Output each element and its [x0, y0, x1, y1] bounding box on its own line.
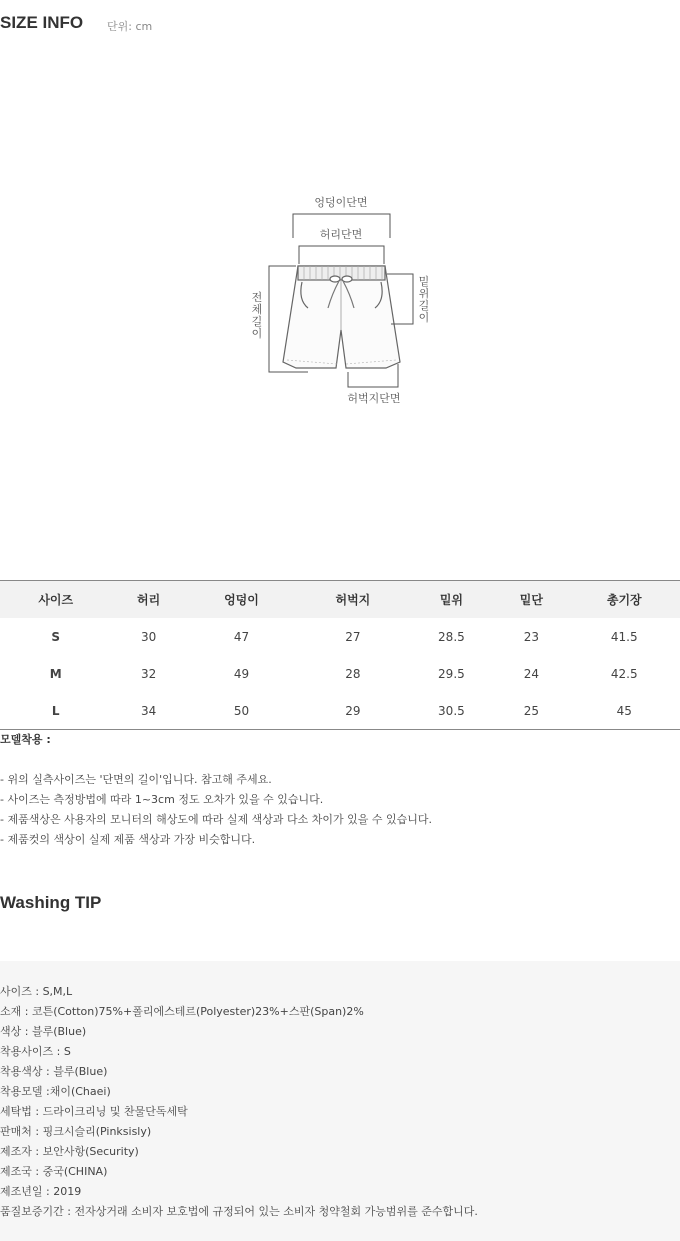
info-line: 품질보증기간 : 전자상거래 소비자 보호법에 규정되어 있는 소비자 청약철회 가능범위를 준수합니다. — [0, 1205, 478, 1218]
note-line: - 위의 실측사이즈는 '단면의 길이'입니다. 참고해 주세요. — [0, 773, 272, 786]
col-header-thigh: 허벅지 — [297, 581, 408, 619]
table-row — [0, 692, 680, 730]
shorts-size-diagram — [240, 190, 440, 410]
info-line: 사이즈 : S,M,L — [0, 985, 73, 998]
table-cell: 25 — [523, 703, 539, 718]
info-line: 제조년일 : 2019 — [0, 1185, 82, 1198]
table-cell: M — [49, 666, 62, 681]
shorts-outline — [283, 266, 400, 368]
info-line: 세탁법 : 드라이크리닝 및 찬물단독세탁 — [0, 1105, 188, 1118]
table-cell: 29.5 — [438, 666, 465, 681]
hip-label: 엉덩이단면 — [314, 196, 368, 209]
shorts-diagram-svg — [240, 190, 440, 410]
table-cell: 24 — [523, 666, 539, 681]
table-cell: 28.5 — [438, 629, 465, 644]
table-cell: 30 — [140, 629, 157, 644]
total-length-label: 전체길이 — [251, 291, 263, 340]
info-line: 착용색상 : 블루(Blue) — [0, 1065, 108, 1078]
table-cell: 30.5 — [438, 703, 465, 718]
thigh-label: 허벅지단면 — [347, 392, 401, 405]
table-cell: 29 — [345, 703, 361, 718]
col-header-waist: 허리 — [111, 581, 185, 619]
table-cell: 28 — [345, 666, 361, 681]
table-cell: 34 — [140, 703, 157, 718]
rise-label: 밑위길이 — [418, 275, 430, 324]
table-cell: 23 — [523, 629, 539, 644]
size-table — [0, 580, 680, 730]
info-line: 제조국 : 중국(CHINA) — [0, 1165, 108, 1178]
washing-tip-title: Washing TIP — [0, 893, 102, 912]
info-line: 착용사이즈 : S — [0, 1045, 71, 1058]
info-line: 판매처 : 핑크시슬리(Pinksisly) — [0, 1125, 152, 1138]
note-line: - 제품컷의 색상이 실제 제품 색상과 가장 비슷합니다. — [0, 833, 256, 846]
col-header-hip: 엉덩이 — [186, 581, 297, 619]
table-row — [0, 618, 680, 655]
table-cell: 45 — [616, 703, 632, 718]
waist-label: 허리단면 — [319, 228, 363, 241]
table-cell: 27 — [345, 629, 361, 644]
table-cell: 32 — [140, 666, 157, 681]
model-wear-label: 모델착용 : — [0, 733, 51, 746]
table-row — [0, 655, 680, 692]
table-cell: 49 — [233, 666, 250, 681]
product-info-box — [0, 961, 680, 1241]
table-cell: 47 — [233, 629, 250, 644]
col-header-total-length: 총기장 — [569, 581, 680, 619]
info-line: 제조자 : 보안사항(Security) — [0, 1145, 139, 1158]
size-table-header-row — [0, 581, 680, 619]
info-line: 착용모델 :채이(Chaei) — [0, 1085, 111, 1098]
col-header-size: 사이즈 — [0, 581, 111, 619]
note-line: - 사이즈는 측정방법에 따라 1~3cm 정도 오차가 있을 수 있습니다. — [0, 793, 324, 806]
waist-measure-line — [299, 246, 384, 264]
table-cell: 41.5 — [610, 629, 638, 644]
table-cell: S — [51, 629, 61, 644]
info-line: 색상 : 블루(Blue) — [0, 1025, 87, 1038]
info-line: 소재 : 코튼(Cotton)75%+폴리에스테르(Polyester)23%+스판(Span)2% — [0, 1005, 364, 1018]
col-header-hem: 밑단 — [494, 581, 568, 619]
table-cell: L — [51, 703, 60, 718]
size-info-title: SIZE INFO — [0, 13, 84, 32]
table-cell: 42.5 — [610, 666, 638, 681]
col-header-rise: 밑위 — [409, 581, 495, 619]
unit-label: 단위: cm — [107, 20, 153, 33]
note-line: - 제품색상은 사용자의 모니터의 해상도에 따라 실제 색상과 다소 차이가 있을 수 있습니다. — [0, 813, 432, 826]
table-cell: 50 — [233, 703, 250, 718]
